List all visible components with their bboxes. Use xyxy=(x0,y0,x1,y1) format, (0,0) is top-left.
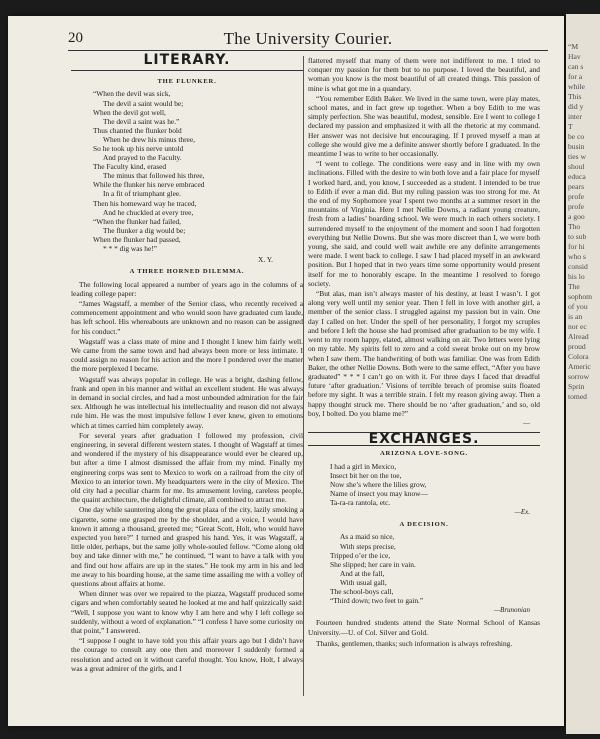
paragraph: “You remember Edith Baker. We lived in the same town, were play mates, school mates, and in fact grew up together. When a boy Edith to me was simply perfection. She was beautiful, modest, sensible. Ere I went to college I declared my passion and emphasized it with all the rhetoric at my command. Her answer was not decisive but encouraging. If I proved myself a man at college she would give me a definite answer shortly before I graduated. In the meantime I was to write to her occasionally. xyxy=(308,93,540,159)
facing-page-fragment: proud xyxy=(568,342,586,351)
poem-line: And prayed to the Faculty. xyxy=(103,153,182,163)
facing-page-fragment: inter xyxy=(568,112,582,121)
facing-page-fragment: while xyxy=(568,82,585,91)
poem-line: “When the flunker had failed, xyxy=(93,216,182,226)
right-column xyxy=(308,56,540,648)
exchange-notes xyxy=(308,618,540,648)
facing-page-fragment: busin xyxy=(568,142,585,151)
facing-page-fragment: sophom xyxy=(568,292,593,301)
dilemma-story-continued xyxy=(308,56,540,418)
facing-page-fragment: tomed xyxy=(568,392,587,401)
paragraph: “I suppose I ought to have told you this affair years ago but I didn’t have the courage to consult any one then and moreover I suddenly formed a resolution and acted on it without careful thought. You know, Holt, I always was a great admirer of the girls, and I xyxy=(71,636,303,673)
poem-line: As a maid so nice, xyxy=(340,532,395,542)
exchange-note: Thanks, gentlemen, thanks; such information is always refreshing. xyxy=(316,638,513,648)
poem-line: The devil a saint was he.” xyxy=(103,116,180,126)
facing-page-fragment: for hi xyxy=(568,242,585,251)
facing-page-fragment: This xyxy=(568,92,582,101)
flunker-title: THE FLUNKER. xyxy=(157,78,217,86)
facing-page-fragment: profe xyxy=(568,202,585,211)
poem-line: * * * dig was he!” xyxy=(103,244,157,253)
page-title: The University Courier. xyxy=(223,29,393,48)
left-column xyxy=(71,52,303,674)
facing-page-fragment: Sprin xyxy=(568,382,585,391)
facing-page-fragment: is an xyxy=(568,312,583,321)
facing-page-fragment: The xyxy=(568,282,580,291)
poem-line: When he drew his minus three, xyxy=(103,134,195,144)
arizona-attribution: —Ex. xyxy=(514,508,530,516)
poem-line: And at the fall, xyxy=(340,568,385,578)
story-end-dash: — xyxy=(523,418,530,427)
facing-page-fragment: a goo xyxy=(568,212,585,221)
facing-page-fragment: Colora xyxy=(568,352,589,361)
paragraph: For several years after graduation I followed my profession, civil engineering, in several different western states. I thought of Wagstaff at times and wondered if the mystery of his disappearance would ever be cleared up, but after a time I almost dismissed the affair from my mind. Finally my engineering corps was sent to Mexico to work on a railroad from the city of Mexico to an interior town. My headquarters were in the city of Mexico. The old city had a peculiar charm for me. Its amusement loving, careless people, the quaint architecture, the delightful climate, all combined to attract me. xyxy=(71,430,303,505)
paragraph: When dinner was over we repaired to the piazza, Wagstaff produced some cigars and when comfortably seated he looked at me and half quizzically said: “Well, I suppose you want to know why I am here and why I left college so suddenly, without a word of explanation.” “I confess I have some curiosity on that point,” I answered. xyxy=(71,589,303,636)
newspaper-page xyxy=(8,16,564,726)
facing-page-fragment: did y xyxy=(568,102,584,111)
facing-page-fragment: pears xyxy=(568,182,585,191)
arizona-poem xyxy=(308,462,540,507)
decision-title: A DECISION. xyxy=(399,521,449,529)
poem-line: And he chuckled at every tree, xyxy=(103,207,194,217)
exchanges-heading: EXCHANGES. xyxy=(368,431,480,448)
poem-line: Insect bit her on the toe, xyxy=(330,470,402,480)
paragraph: “James Wagstaff, a member of the Senior class, who recently received a commencement appointment and who would soon have graduated cum laude, has left school. His whereabouts are unknown and no reason can be assigned for his conduct.” xyxy=(71,298,303,336)
poem-line: While the flunker his nerve embraced xyxy=(93,180,205,190)
paragraph: One day while sauntering along the great plaza of the city, lazily smoking a cigarette, some one grasped me by the shoulder, and a voice, I would have known it among a thousand, greeted me; “Great Scott, Holt, who would have expected you here?” I turned and grasped his hand. Yes, it was Wagstaff, a little older, perhaps, but the same jolly whole-souled fellow. “Come along old boy and take dinner with me,” he continued, “I want to have a talk with you and find out how affairs are up in the states.” He took my arm in his and led me away to his boarding house, at the same time assailing me with a volley of questions about affairs at home. xyxy=(71,505,303,588)
facing-page-fragment: for a xyxy=(568,72,583,81)
poem-line: The devil a saint would be; xyxy=(103,98,184,108)
facing-page-fragment: consid xyxy=(568,262,588,271)
poem-line: “Third down; two feet to gain.” xyxy=(330,596,424,606)
paragraph: “But alas, man isn’t always master of his destiny, at least I wasn’t. I got along very well until my senior year. Then I fell in love with another girl, a member of the senior class. I struggled against my passion but in vain. One day I called on her. Under the spell of her personality, I forgot my scruples and before I left the house she had promised after graduation to be my wife. I went to my room happy, elated, almost walking on air. Two letters were lying on my table. My spirits fell to zero and a cold sweat broke out on my brow when I saw them. The handwriting of both was familiar. One was from Edith Baker, the other Nellie Downs. Both were to the same effect, “After you have graduated” * * * I can’t go on with it. For three days I faced that dreadful future ‘after graduation.’ Visions of terrible breach of promise suits floated before my sight. It was a terrible strain. I felt my reason giving away. Then a happy thought struck me. There should be no ‘after graduation,’ and so, old boy, I bolted. Do you blame me?” xyxy=(308,289,540,418)
page-header xyxy=(68,28,548,51)
poem-line: When the devil got well, xyxy=(93,107,166,117)
poem-line: So he took up his nerve untold xyxy=(93,143,184,153)
decision-attribution: —Brunonian xyxy=(493,606,530,615)
poem-line: With steps precise, xyxy=(340,541,396,551)
literary-rule xyxy=(71,70,303,74)
facing-page-fragment: educa xyxy=(568,172,586,181)
poem-line: Ta-ra-ra rantola, etc. xyxy=(330,497,391,507)
facing-page-fragment: to sub xyxy=(568,232,587,241)
facing-page-fragment: sorrow xyxy=(568,372,590,381)
paragraph: The following local appeared a number of years ago in the columns of a leading college paper: xyxy=(71,279,303,298)
facing-page-fragment: Alread xyxy=(568,332,589,341)
paragraph: Wagstaff was always popular in college. He was a bright, dashing fellow, frank and open in his manner and withal an excellent student. He was always in demand in social circles, and had a most unbounded admiration for the fair sex. Although he was intellectual his intellectuality and reason did not always rule him. He was the most impulsive fellow I ever knew, given to emotions which at times carried him completely away. xyxy=(71,374,303,430)
poem-line: The school-boys call, xyxy=(330,586,394,596)
facing-page-fragment: ties w xyxy=(568,152,586,161)
poem-line: I had a girl in Mexico, xyxy=(330,461,397,471)
poem-line: Name of insect you may know— xyxy=(330,488,428,498)
literary-heading: LITERARY. xyxy=(143,52,231,68)
poem-line: Thus chanted the flunker bold xyxy=(93,125,182,135)
poem-line: She slipped; her care in vain. xyxy=(330,559,416,569)
facing-page-fragment: Tho xyxy=(568,222,581,231)
paragraph: “I went to college. The conditions were easy and in line with my own inclinations. Filled with the desire to win both love and a fair place for myself I worked hard, and, you know, I succeeded as a student. I intended to be true to Edith if ever a man did. But my ruling passion was too strong for me. At the end of my Sophomore year I spent two months at a summer resort in the mountains of Virginia. Here I met Nellie Downs, a radiant young creature, fresh from a ladies’ boarding school. We were much in each others society. I surrendered myself to the enjoyment of the moment and soon I had forgotten everything but Nellie Downs. But she was more discreet than I, we were both young, she said, and could well wait awhile ere any definite arrangements were made. I went back to college. I saw I had placed myself in an awkward position. But I hoped that in two years time some opportunity would present itself for me to honorably escape. In the meantime I resolved to forego society. xyxy=(308,159,540,288)
poem-line: The minus that followed his three, xyxy=(103,171,205,181)
facing-page-fragment: “M xyxy=(568,42,579,51)
poem-line: “When the devil was sick, xyxy=(93,89,171,99)
facing-page-fragment: nor ec xyxy=(568,322,587,331)
facing-page-fragment: T xyxy=(568,122,573,131)
facing-page-fragment: who s xyxy=(568,252,586,261)
flunker-signature: X. Y. xyxy=(258,255,273,265)
arizona-title: ARIZONA LOVE-SONG. xyxy=(379,450,469,458)
exchanges-heading-box xyxy=(308,432,540,446)
facing-page-fragment: Hav xyxy=(568,52,581,61)
facing-page-fragment: be co xyxy=(568,132,585,141)
paragraph: Wagstaff was a class mate of mine and I thought I knew him fairly well. We came from the same town and had always been more or less intimate. I could assign no reason for his action and the more I pondered over the matter the more perplexed I became. xyxy=(71,336,303,374)
facing-page-fragment: shoul xyxy=(568,162,585,171)
facing-page-fragment: Americ xyxy=(568,362,591,371)
decision-poem xyxy=(308,532,540,605)
poem-line: When the flunker had passed, xyxy=(93,234,181,244)
poem-line: In a fit of triumphant glee. xyxy=(103,189,181,199)
flunker-poem xyxy=(71,89,303,253)
facing-page-edge xyxy=(566,14,600,734)
facing-page-fragments xyxy=(568,42,592,402)
facing-page-fragment: profe xyxy=(568,192,585,201)
exchange-note: Fourteen hundred students attend the State Normal School of Kansas University.—U. of Col. Silver and Gold. xyxy=(308,618,540,637)
dilemma-story xyxy=(71,280,303,674)
page-number: 20 xyxy=(68,30,83,46)
poem-line: The flunker a dig would be; xyxy=(103,225,186,235)
paragraph: flattered myself that many of them were not indifferent to me. I tried to conquer my passion for them but to no purpose. I loved the beautiful, and woman you know is the most beautiful of all created things. This passion of mine is what got me in a quandary. xyxy=(308,56,540,93)
poem-line: Then his homeward way he traced, xyxy=(93,198,197,208)
facing-page-fragment: of you xyxy=(568,302,588,311)
poem-line: Now she’s where the lilies grow, xyxy=(330,479,427,489)
facing-page-fragment: can s xyxy=(568,62,584,71)
poem-line: With usual gall, xyxy=(340,577,387,587)
poem-line: Tripped o’er the ice, xyxy=(330,550,391,560)
facing-page-fragment: his lo xyxy=(568,272,585,281)
poem-line: The Faculty kind, erased xyxy=(93,162,167,172)
column-divider xyxy=(303,56,304,696)
dilemma-title: A THREE HORNED DILEMMA. xyxy=(129,268,245,276)
